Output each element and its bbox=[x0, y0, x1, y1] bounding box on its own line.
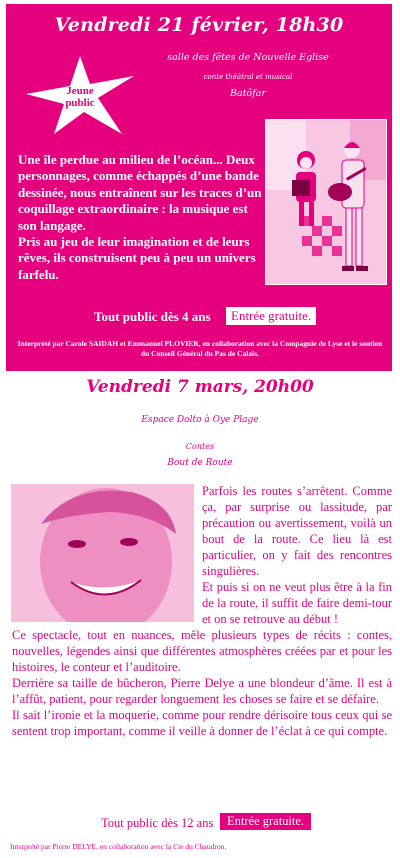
event-2-free-entry: Entrée gratuite. bbox=[220, 813, 311, 830]
description-paragraph: Et puis si on ne veut plus être à la fin de la route, il suffit de faire demi-tour et on se retrouve au début ! bbox=[202, 580, 392, 626]
event-1-panel bbox=[6, 4, 392, 371]
performers-illustration bbox=[266, 120, 386, 284]
badge-line-2: public bbox=[65, 97, 95, 109]
event-2-audience: Tout public dès 12 ans bbox=[101, 816, 214, 830]
description-paragraph: Derrière sa taille de bûcheron, Pierre Delye a une blondeur d’âme. Il est à l’affût, patient, pour regarder longuement les choses se faire et se défaire. bbox=[12, 676, 392, 706]
performers-photo bbox=[265, 119, 387, 285]
description-paragraph: Parfois les routes s’arrêtent. Comme ça, par surprise ou lassitude, par précaution ou avertissement, voilà un bout de la route. Ce lieu là est particulier, on y fait des rencontres singulières. bbox=[202, 484, 392, 578]
event-1-description bbox=[18, 152, 264, 283]
event-2-description bbox=[12, 483, 392, 739]
description-paragraph: Ce spectacle, tout en nuances, mêle plusieurs types de récits : contes, nouvelles, légendes ainsi que différentes atmosphères créées par et pour les histoires, le conteur et l’auditoire. bbox=[12, 628, 392, 674]
event-1-venue: salle des fêtes de Nouvelle Eglise bbox=[167, 52, 329, 63]
event-1-credits: Interprété par Carole SAIDAH et Emmanuel PLOVIER, en collaboration avec la Compagnie de Lyse et le soutien du Conseil Général du Pas de Calais. bbox=[17, 339, 383, 358]
description-paragraph: Il sait l’ironie et la moquerie, comme pour rendre dérisoire tous ceux qui se sentent trop important, comme il veille à donner de l’éclat à ce qui compte. bbox=[12, 708, 392, 738]
event-2-genre: Contes bbox=[185, 442, 215, 451]
event-2-date: Vendredi 7 mars, 20h00 bbox=[86, 377, 314, 397]
event-2-credits: Interprété par Pierre DELYE, en collaboration avec la Cie du Chaudron. bbox=[10, 842, 227, 851]
event-1-company: Batôfar bbox=[230, 88, 266, 99]
event-1-free-entry: Entrée gratuite. bbox=[226, 307, 316, 325]
event-1-genre: conte théâtral et musical bbox=[203, 73, 293, 81]
description-paragraph: Une île perdue au milieu de l’océan... Deux personnages, comme échappés d’une bande dessinée, nous entraînent sur les traces d’un coquillage extraordinaire : la musique est son langage. bbox=[18, 152, 262, 233]
photo-spacer bbox=[12, 483, 202, 621]
event-2-title: Bout de Route bbox=[167, 458, 233, 468]
event-1-audience: Tout public dès 4 ans bbox=[94, 309, 211, 324]
description-paragraph: Pris au jeu de leur imagination et de leurs rêves, ils construisent peu à peu un univers farfelu. bbox=[18, 234, 256, 282]
young-public-badge bbox=[50, 85, 110, 109]
badge-line-1: Jeune bbox=[66, 85, 94, 97]
event-2-venue: Espace Dolto à Oye Plage bbox=[141, 415, 259, 425]
event-1-date: Vendredi 21 février, 18h30 bbox=[54, 14, 344, 36]
